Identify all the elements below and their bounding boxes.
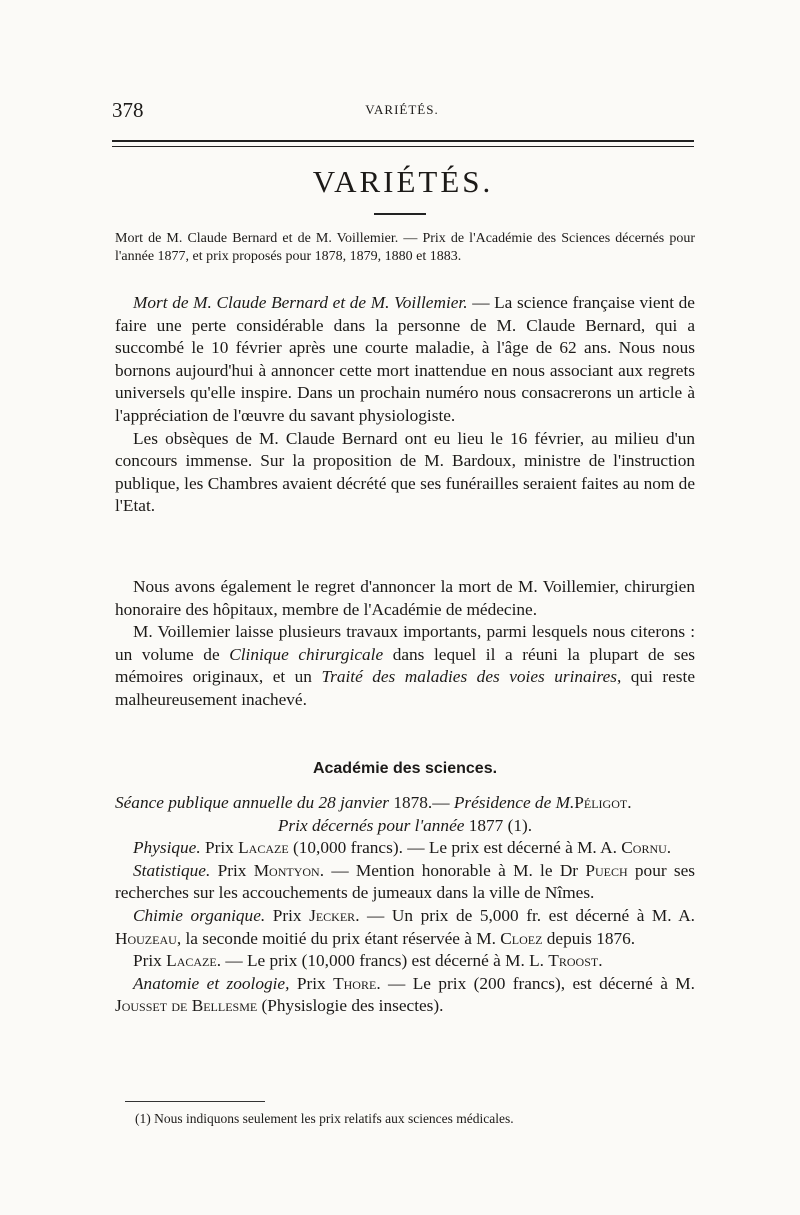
- title-divider: [374, 213, 426, 215]
- paragraph: Les obsèques de M. Claude Bernard ont eu lieu le 16 février, au milieu d'un concours immense. Sur la proposition de M. Bardoux, ministre de l'instruction publique, les Chambres avaient décrété que ses funérailles seraient faites au nom de l'Etat.: [115, 428, 695, 516]
- page-header: [112, 98, 692, 124]
- page-number: 378: [112, 98, 144, 122]
- section-heading: Académie des sciences.: [312, 760, 498, 777]
- header-rule-thick: [112, 140, 694, 142]
- book-title: Clinique chirurgicale: [229, 644, 384, 664]
- book-title: Traité des maladies des voies urinaires: [321, 667, 617, 687]
- prix-line: Prix décernés pour l'année 1877 (1).: [277, 815, 533, 835]
- footnote: (1) Nous indiquons seulement les prix relatifs aux sciences médicales.: [135, 1111, 514, 1126]
- section-claude-bernard: [115, 292, 695, 518]
- paragraph: M. Voillemier laisse plusieurs travaux importants, parmi lesquels nous citerons : un volume de Clinique chirurgicale dans lequel il a réuni la plupart de ses mémoires originaux, et un Traité des maladies des voies urinaires, qui reste malheureusement inachevé.: [115, 622, 695, 709]
- paragraph: Mort de M. Claude Bernard et de M. Voillemier. — La science française vient de faire une perte considérable dans la personne de M. Claude Bernard, qui a succombé le 10 février après une courte maladie, à l'âge de 62 ans. Nous nous bornons aujourd'hui à annoncer cette mort inattendue en nous associant aux regrets universels qu'elle inspire. Dans un prochain numéro nous consacrerons un article à l'appréciation de l'œuvre du savant physiologiste.: [115, 293, 695, 425]
- paragraph: Statistique. Prix Montyon. — Mention honorable à M. le Dr Puech pour ses recherches sur les accouchements de jumeaux dans la ville de Nîmes.: [115, 860, 695, 903]
- seance-line: Séance publique annuelle du 28 janvier 1878.— Présidence de M.Péligot.: [115, 793, 632, 812]
- section-lead: Mort de M. Claude Bernard et de M. Voillemier.: [133, 293, 468, 312]
- running-head: VARIÉTÉS.: [365, 102, 439, 117]
- summary: [115, 230, 695, 266]
- summary-text: Mort de M. Claude Bernard et de M. Voillemier. — Prix de l'Académie des Sciences décernés pour l'année 1877, et prix proposés pour 1878, 1879, 1880 et 1883.: [115, 231, 695, 264]
- article-title: VARIÉTÉS.: [312, 164, 494, 199]
- paragraph: Prix Lacaze. — Le prix (10,000 francs) est décerné à M. L. Troost.: [133, 951, 603, 971]
- footnote-rule: [125, 1101, 265, 1102]
- paragraph: Chimie organique. Prix Jecker. — Un prix de 5,000 fr. est décerné à M. A. Houzeau, la seconde moitié du prix étant réservée à M. Cloez depuis 1876.: [115, 905, 695, 948]
- paragraph: Nous avons également le regret d'annoncer la mort de M. Voillemier, chirurgien honoraire des hôpitaux, membre de l'Académie de médecine.: [115, 577, 695, 619]
- paragraph: Physique. Prix Lacaze (10,000 francs). — Le prix est décerné à M. A. Cornu.: [133, 838, 672, 858]
- section-academie: [115, 792, 695, 1018]
- paragraph: Anatomie et zoologie, Prix Thore. — Le prix (200 francs), est décerné à M. Jousset de Bellesme (Physislogie des insectes).: [115, 973, 695, 1016]
- section-voillemier: [115, 576, 695, 712]
- header-rule-thin: [112, 146, 694, 147]
